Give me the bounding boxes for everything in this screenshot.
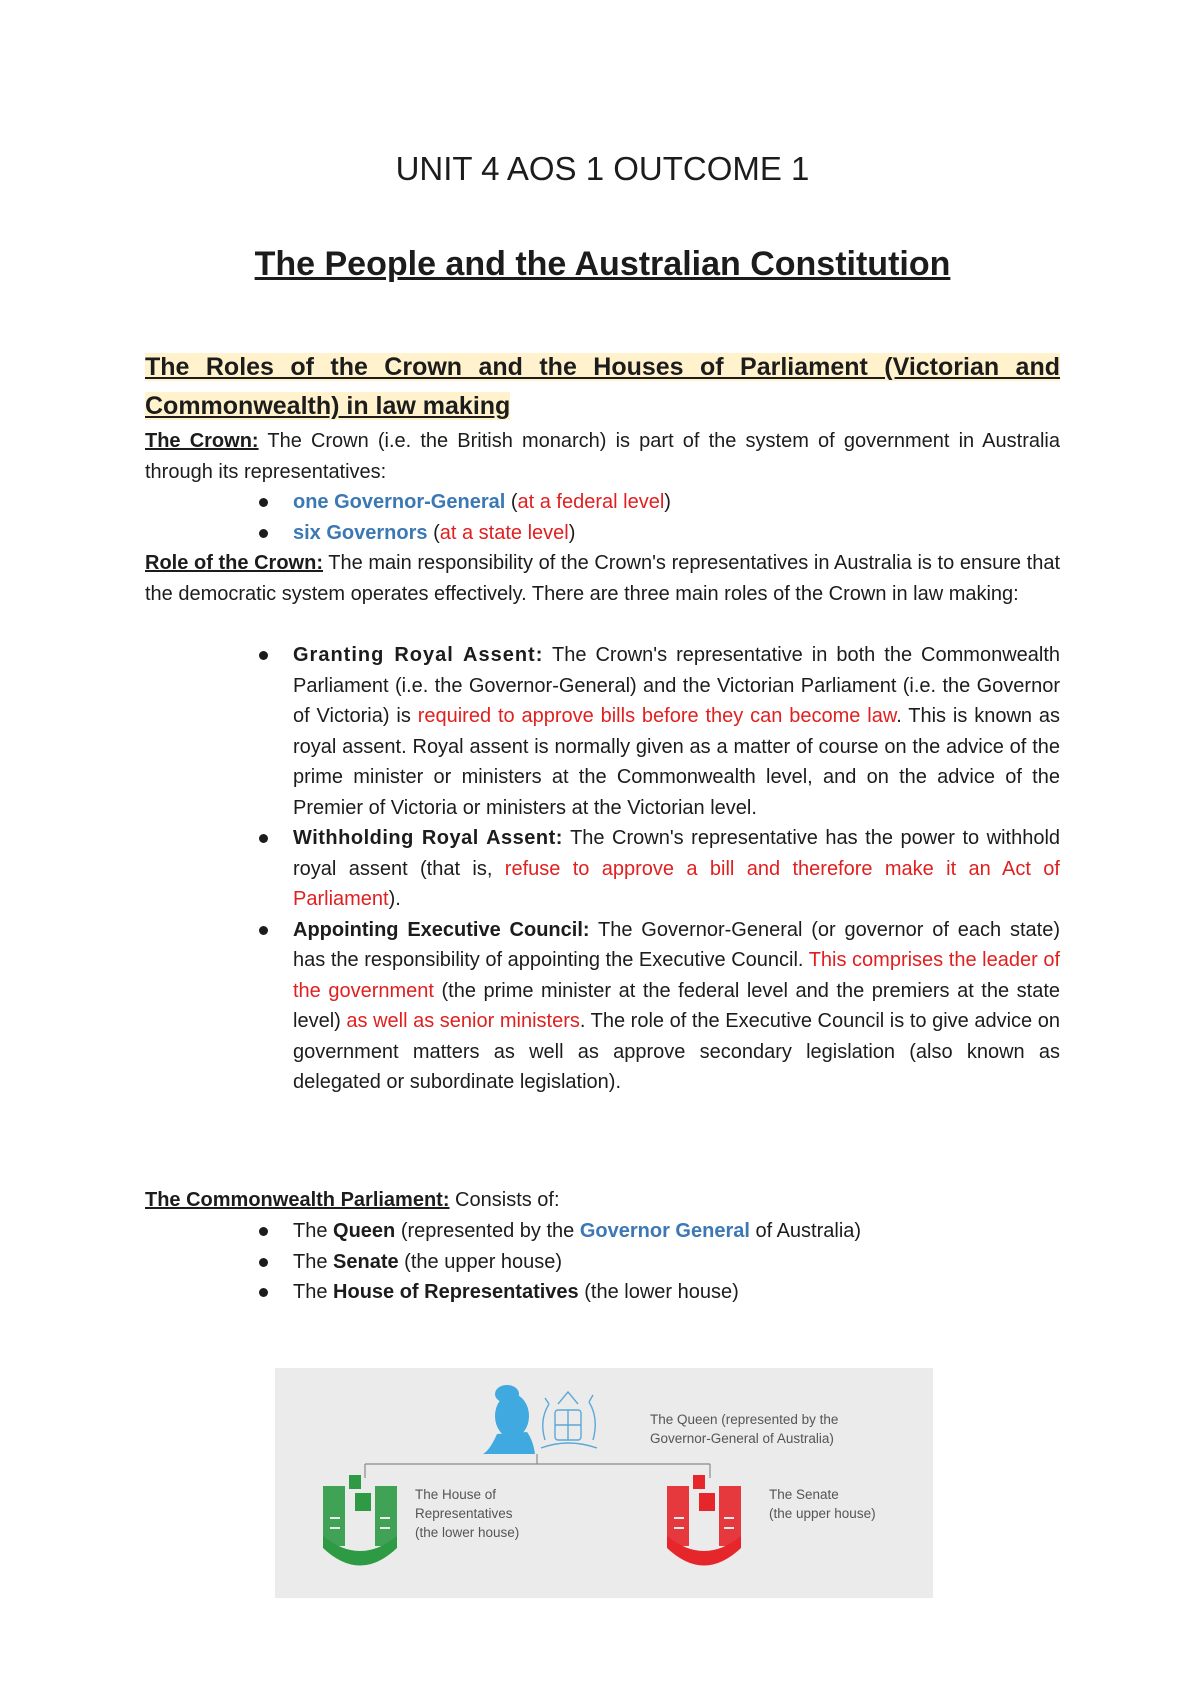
bullet-icon (259, 926, 268, 935)
role-paragraph (145, 548, 1060, 609)
house-of-representatives-chamber-icon (323, 1475, 397, 1566)
house-label-line: (the lower house) (415, 1525, 520, 1540)
senate-label-line: The Senate (769, 1487, 839, 1502)
parliament-diagram-graphic (275, 1368, 933, 1598)
crown-paragraph (145, 426, 1060, 487)
senate-label (769, 1485, 876, 1523)
role-text: The main responsibility of the Crown's representatives in Australia is to ensure that the democratic system operates effectively. There are three main roles of the Crown in law making: (145, 552, 1060, 605)
paren-close: ) (568, 521, 576, 544)
role-text: The Crown's representative in both the Commonwealth Parliament (i.e. the Governor-General) and the Victorian Parliament (i.e. the Governor of Victoria) is (293, 644, 1061, 727)
list-item (145, 1216, 1060, 1247)
governor-general-term: Governor General (579, 1220, 750, 1242)
item-text: The (293, 1281, 334, 1303)
bullet-icon (259, 651, 268, 660)
list-item (145, 518, 1060, 549)
bullet-icon (259, 1227, 268, 1236)
role-text: . This is known as royal assent. Royal assent is normally given as a matter of course on the advice of the prime minister or ministers at the Commonwealth level, and on the advice of the Premier of Victoria or ministers at the Victorian level. (293, 705, 1061, 819)
item-bold: Queen (333, 1220, 396, 1242)
governor-general-term: one Governor-General (293, 491, 506, 513)
list-item (145, 1247, 1060, 1278)
bullet-icon (259, 834, 268, 843)
senate-label-line: (the upper house) (769, 1506, 876, 1521)
section-heading (145, 348, 1060, 426)
role-title: Withholding Royal Assent: (293, 827, 563, 849)
item-text: The (293, 1250, 334, 1273)
item-text: (the upper house) (398, 1250, 563, 1273)
document-title: UNIT 4 AOS 1 OUTCOME 1 (395, 150, 810, 187)
item-text: The (293, 1220, 334, 1242)
crown-label: The Crown: (145, 430, 259, 452)
item-text: of Australia) (749, 1220, 862, 1242)
role-title: Appointing Executive Council: (293, 918, 590, 941)
coat-of-arms-icon (541, 1392, 597, 1448)
commonwealth-paragraph (145, 1185, 1060, 1216)
role-highlight: required to approve bills before they can become law (417, 705, 897, 727)
role-text: (the prime minister at the federal level and the premiers at the state level) (293, 979, 1061, 1032)
list-item (145, 915, 1060, 1098)
bullet-icon (259, 498, 268, 507)
federal-level-text: at a federal level (517, 491, 665, 513)
parliament-members-list (145, 1216, 1060, 1308)
item-bold: House of Representatives (333, 1281, 579, 1303)
role-highlight: This comprises the leader of the government (293, 949, 1060, 1002)
queen-label-line: Governor-General of Australia) (650, 1431, 834, 1446)
commonwealth-text: Consists of: (449, 1189, 560, 1211)
house-label-line: Representatives (415, 1506, 513, 1521)
role-text: The Governor-General (or governor of each state) has the responsibility of appointing the Executive Council. (293, 918, 1060, 971)
commonwealth-label: The Commonwealth Parliament: (145, 1189, 450, 1211)
parliament-diagram (275, 1368, 933, 1598)
item-text: (represented by the (395, 1220, 580, 1242)
role-text: ). (388, 888, 401, 910)
role-highlight: as well as senior ministers (346, 1010, 580, 1032)
paren-open: ( (427, 521, 440, 544)
crown-representatives-list (145, 487, 1060, 548)
queen-label (650, 1410, 838, 1448)
bullet-icon (259, 1288, 268, 1297)
house-label-line: The House of (415, 1487, 497, 1502)
role-label: Role of the Crown: (145, 552, 323, 574)
queen-label-line: The Queen (represented by the (650, 1412, 839, 1427)
list-item (145, 487, 1060, 518)
bullet-icon (259, 529, 268, 538)
section-heading-text: The Roles of the Crown and the Houses of Parliament (Victorian and Commonwealth) in law making (145, 353, 1060, 420)
paren-close: ) (664, 491, 671, 513)
paren-open: ( (505, 491, 518, 513)
role-text: The Crown's representative has the power to withhold royal assent (that is, (293, 827, 1061, 880)
document-subtitle: The People and the Australian Constitution (254, 245, 951, 283)
item-bold: Senate (333, 1250, 399, 1273)
crown-text: The Crown (i.e. the British monarch) is part of the system of government in Australia through its representatives: (145, 430, 1060, 483)
state-level-text: at a state level (439, 521, 569, 544)
senate-chamber-icon (667, 1475, 741, 1566)
house-label (415, 1485, 519, 1542)
list-item (145, 823, 1060, 915)
list-item (145, 1277, 1060, 1308)
queen-silhouette-icon (483, 1385, 535, 1454)
role-title: Granting Royal Assent: (293, 644, 544, 666)
bullet-icon (259, 1258, 268, 1267)
item-text: (the lower house) (578, 1281, 739, 1303)
role-highlight: refuse to approve a bill and therefore make it an Act of Parliament (293, 857, 1060, 910)
role-text: . The role of the Executive Council is to give advice on government matters as well as approve secondary legislation (also known as delegated or subordinate legislation). (293, 1010, 1060, 1093)
list-item (145, 640, 1060, 823)
governors-term: six Governors (293, 521, 428, 544)
crown-roles-list (145, 640, 1060, 1098)
